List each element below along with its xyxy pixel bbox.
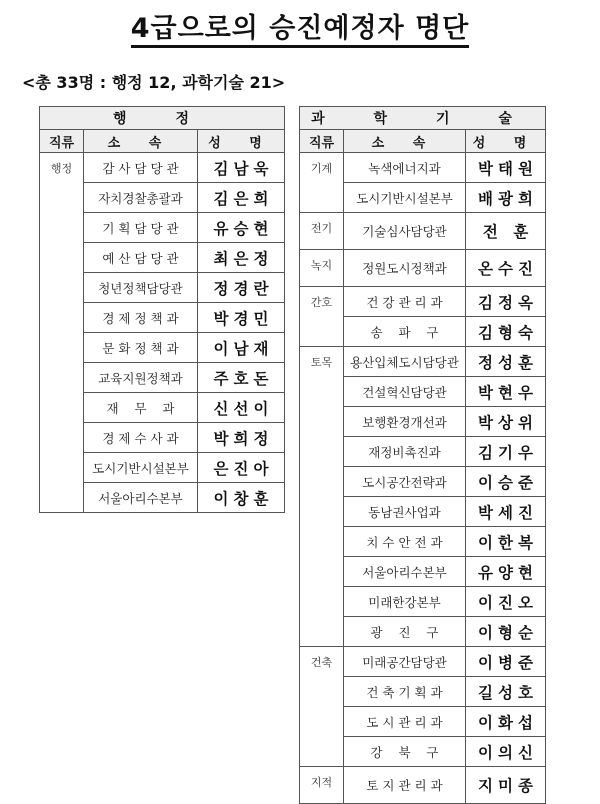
department-cell: 예 산 담 당 관	[84, 243, 198, 273]
department-cell: 기 획 담 당 관	[84, 213, 198, 243]
name-cell: 최은정	[198, 243, 285, 273]
name-cell: 이형순	[466, 617, 546, 647]
department-cell: 교육지원정책과	[84, 363, 198, 393]
department-cell: 경 제 정 책 과	[84, 303, 198, 333]
admin-heading: 행 정	[40, 107, 285, 130]
science-table	[299, 106, 546, 804]
table-row	[300, 250, 546, 287]
department-cell: 보행환경개선과	[344, 407, 466, 437]
name-cell: 박상위	[466, 407, 546, 437]
name-cell: 지미종	[466, 767, 546, 804]
name-cell: 신선이	[198, 393, 285, 423]
department-cell: 광 진 구	[344, 617, 466, 647]
department-cell: 서울아리수본부	[84, 483, 198, 513]
name-cell: 배광희	[466, 183, 546, 213]
department-cell: 서울아리수본부	[344, 557, 466, 587]
science-heading: 과 학 기 술	[300, 107, 546, 130]
admin-col-category: 직류	[40, 130, 84, 153]
science-category-cell: 녹지	[300, 250, 344, 287]
admin-col-name: 성 명	[198, 130, 285, 153]
table-row	[300, 213, 546, 250]
department-cell: 도시기반시설본부	[344, 183, 466, 213]
science-col-department: 소 속	[344, 130, 466, 153]
department-cell: 감 사 담 당 관	[84, 153, 198, 183]
department-cell: 자치경찰총괄과	[84, 183, 198, 213]
science-category-cell: 토목	[300, 347, 344, 647]
department-cell: 동남권사업과	[344, 497, 466, 527]
name-cell: 이한복	[466, 527, 546, 557]
name-cell: 온수진	[466, 250, 546, 287]
name-cell: 이화섭	[466, 707, 546, 737]
summary-line: <총 33명 : 행정 12, 과학기술 21>	[22, 73, 286, 92]
name-cell: 김정옥	[466, 287, 546, 317]
department-cell: 토 지 관 리 과	[344, 767, 466, 804]
name-cell: 이남재	[198, 333, 285, 363]
name-cell: 유양현	[466, 557, 546, 587]
department-cell: 문 화 정 책 과	[84, 333, 198, 363]
admin-category-cell: 행정	[40, 153, 84, 513]
science-header-row	[300, 107, 546, 130]
name-cell: 이승준	[466, 467, 546, 497]
name-cell: 정성훈	[466, 347, 546, 377]
table-row	[300, 347, 546, 377]
science-column-header-row	[300, 130, 546, 153]
table-row	[300, 287, 546, 317]
table-row	[300, 647, 546, 677]
department-cell: 용산입체도시담당관	[344, 347, 466, 377]
department-cell: 건설혁신담당관	[344, 377, 466, 407]
department-cell: 기술심사담당관	[344, 213, 466, 250]
name-cell: 김은희	[198, 183, 285, 213]
page-title	[0, 6, 600, 45]
name-cell: 전 훈	[466, 213, 546, 250]
name-cell: 길성호	[466, 677, 546, 707]
name-cell: 박희정	[198, 423, 285, 453]
department-cell: 녹색에너지과	[344, 153, 466, 183]
department-cell: 정원도시정책과	[344, 250, 466, 287]
name-cell: 이병준	[466, 647, 546, 677]
admin-col-department: 소 속	[84, 130, 198, 153]
department-cell: 경 제 수 사 과	[84, 423, 198, 453]
name-cell: 김기우	[466, 437, 546, 467]
name-cell: 박세진	[466, 497, 546, 527]
name-cell: 박경민	[198, 303, 285, 333]
department-cell: 건 축 기 획 과	[344, 677, 466, 707]
science-table-body	[300, 107, 546, 804]
admin-header-row	[40, 107, 285, 130]
science-category-cell: 건축	[300, 647, 344, 767]
name-cell: 이진오	[466, 587, 546, 617]
science-category-cell: 기계	[300, 153, 344, 213]
science-col-category: 직류	[300, 130, 344, 153]
name-cell: 은진아	[198, 453, 285, 483]
department-cell: 도시기반시설본부	[84, 453, 198, 483]
department-cell: 송 파 구	[344, 317, 466, 347]
table-row	[300, 767, 546, 804]
admin-table	[39, 106, 285, 513]
department-cell: 건 강 관 리 과	[344, 287, 466, 317]
department-cell: 강 북 구	[344, 737, 466, 767]
name-cell: 이의신	[466, 737, 546, 767]
science-col-name: 성 명	[466, 130, 546, 153]
department-cell: 청년정책담당관	[84, 273, 198, 303]
admin-table-body	[40, 107, 285, 513]
table-row	[300, 153, 546, 183]
department-cell: 재 무 과	[84, 393, 198, 423]
name-cell: 김남욱	[198, 153, 285, 183]
department-cell: 미래한강본부	[344, 587, 466, 617]
name-cell: 유승현	[198, 213, 285, 243]
department-cell: 재정비촉진과	[344, 437, 466, 467]
science-category-cell: 지적	[300, 767, 344, 804]
admin-column-header-row	[40, 130, 285, 153]
department-cell: 도시공간전략과	[344, 467, 466, 497]
table-row	[40, 153, 285, 183]
name-cell: 정경란	[198, 273, 285, 303]
name-cell: 박현우	[466, 377, 546, 407]
name-cell: 김형숙	[466, 317, 546, 347]
science-category-cell: 전기	[300, 213, 344, 250]
name-cell: 주호돈	[198, 363, 285, 393]
name-cell: 박태원	[466, 153, 546, 183]
name-cell: 이창훈	[198, 483, 285, 513]
page-title-text: 4급으로의 승진예정자 명단	[131, 13, 470, 48]
department-cell: 치 수 안 전 과	[344, 527, 466, 557]
department-cell: 미래공간담당관	[344, 647, 466, 677]
department-cell: 도 시 관 리 과	[344, 707, 466, 737]
science-category-cell: 간호	[300, 287, 344, 347]
